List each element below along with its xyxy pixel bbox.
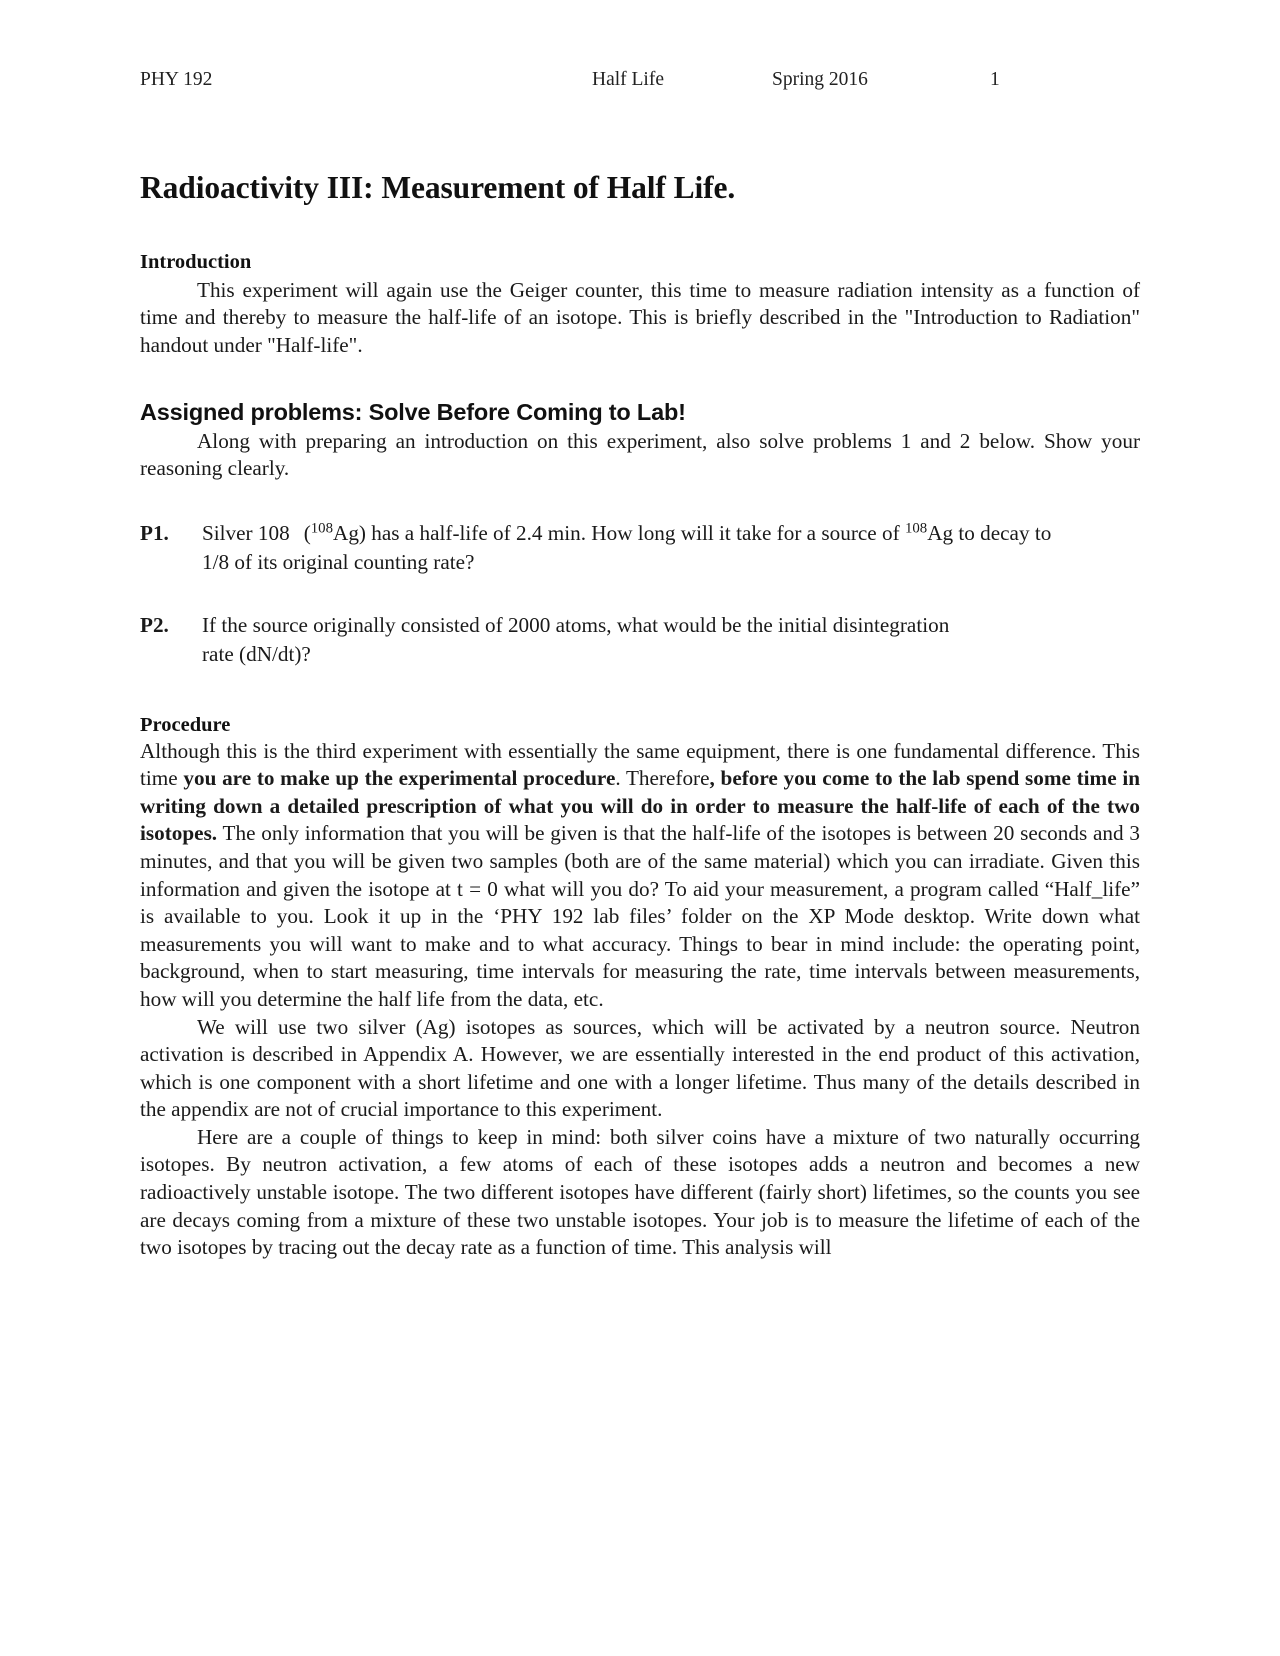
problem-p1-part1: Silver 108 <box>202 520 290 545</box>
problem-p1-open-paren: ( <box>303 520 311 545</box>
problem-label-p1: P1. <box>140 520 169 545</box>
assigned-problems-paragraph: Along with preparing an introduction on this experiment, also solve problems 1 and 2 below. Show your reasoning clearly. <box>140 428 1140 481</box>
problem-p1-element2: Ag to decay to 1/8 of its original counting rate? <box>202 520 1052 574</box>
procedure-p1-text-a: Although this is the third experiment with essentially the same equipment, there is one fundamental difference. This time <box>140 738 1140 791</box>
procedure-paragraph-2: We will use two silver (Ag) isotopes as sources, which will be activated by a neutron source. Neutron activation is described in Appendix A. However, we are essentially interested in the end product of this activation, which is one component with a short lifetime and one with a longer lifetime. Thus many of the details described in the appendix are not of crucial importance to this experiment. <box>140 1014 1140 1122</box>
procedure-p1-text-c: The only information that you will be given is that the half-life of the isotopes is between 20 seconds and 3 minutes, and that you will be given two samples (both are of the same material) which you can irradiate. Given this information and given the isotope at t = 0 what will you do? To aid your measurement, a program called “Half_life” is available to you. Look it up in the ‘PHY 192 lab files’ folder on the XP Mode desktop. Write down what measurements you will want to make and to what accuracy. Things to bear in mind include: the operating point, background, when to start measuring, time intervals for measuring the rate, time intervals between measurements, how will you determine the half life from the data, etc. <box>140 821 1140 1011</box>
page-title: Radioactivity III: Measurement of Half Life. <box>140 170 736 205</box>
problem-p1-superscript-2: 108 <box>904 520 928 537</box>
introduction-paragraph: This experiment will again use the Geiger counter, this time to measure radiation intensity as a function of time and thereby to measure the half-life of an isotope. This is briefly described in the "Introduction to Radiation" handout under "Half-life". <box>140 277 1140 357</box>
procedure-paragraph-3: Here are a couple of things to keep in mind: both silver coins have a mixture of two naturally occurring isotopes. By neutron activation, a few atoms of each of these isotopes adds a neutron and becomes a new radioactively unstable isotope. The two different isotopes have different (fairly short) lifetimes, so the counts you see are decays coming from a mixture of these two unstable isotopes. Your job is to measure the lifetime of each of the two isotopes by tracing out the decay rate as a function of time. This analysis will <box>140 1124 1140 1260</box>
procedure-p1-bold-2: , before you come to the lab spend some time in writing down a detailed prescription of what you will do in order to measure the half-life of each of the two isotopes. <box>140 766 1140 846</box>
section-heading-procedure: Procedure <box>140 713 231 736</box>
problem-label-p2: P2. <box>140 612 169 637</box>
section-heading-assigned-problems: Assigned problems: Solve Before Coming to Lab! <box>140 398 686 425</box>
header-course-code: PHY 192 <box>140 69 213 90</box>
problem-p1-element1: Ag) has a half-life of 2.4 min. How long will it take for a source of <box>333 520 900 545</box>
header-page-number: 1 <box>990 69 1000 90</box>
problem-text-p2: If the source originally consisted of 2000 atoms, what would be the initial disintegration rate (dN/dt)? <box>202 612 950 666</box>
problem-item-p1 <box>140 519 1140 577</box>
procedure-p1-bold-1: you are to make up the experimental procedure <box>183 766 616 791</box>
header-document-title: Half Life <box>592 69 665 90</box>
problem-text-p1 <box>202 519 1062 577</box>
running-header <box>140 62 1140 108</box>
header-term: Spring 2016 <box>772 69 868 90</box>
procedure-paragraph-1 <box>140 738 1140 1014</box>
problem-p1-superscript-1: 108 <box>310 520 334 537</box>
problem-item-p2 <box>140 611 1140 669</box>
procedure-p1-text-b: . Therefore <box>615 766 710 791</box>
section-heading-introduction: Introduction <box>140 251 252 274</box>
